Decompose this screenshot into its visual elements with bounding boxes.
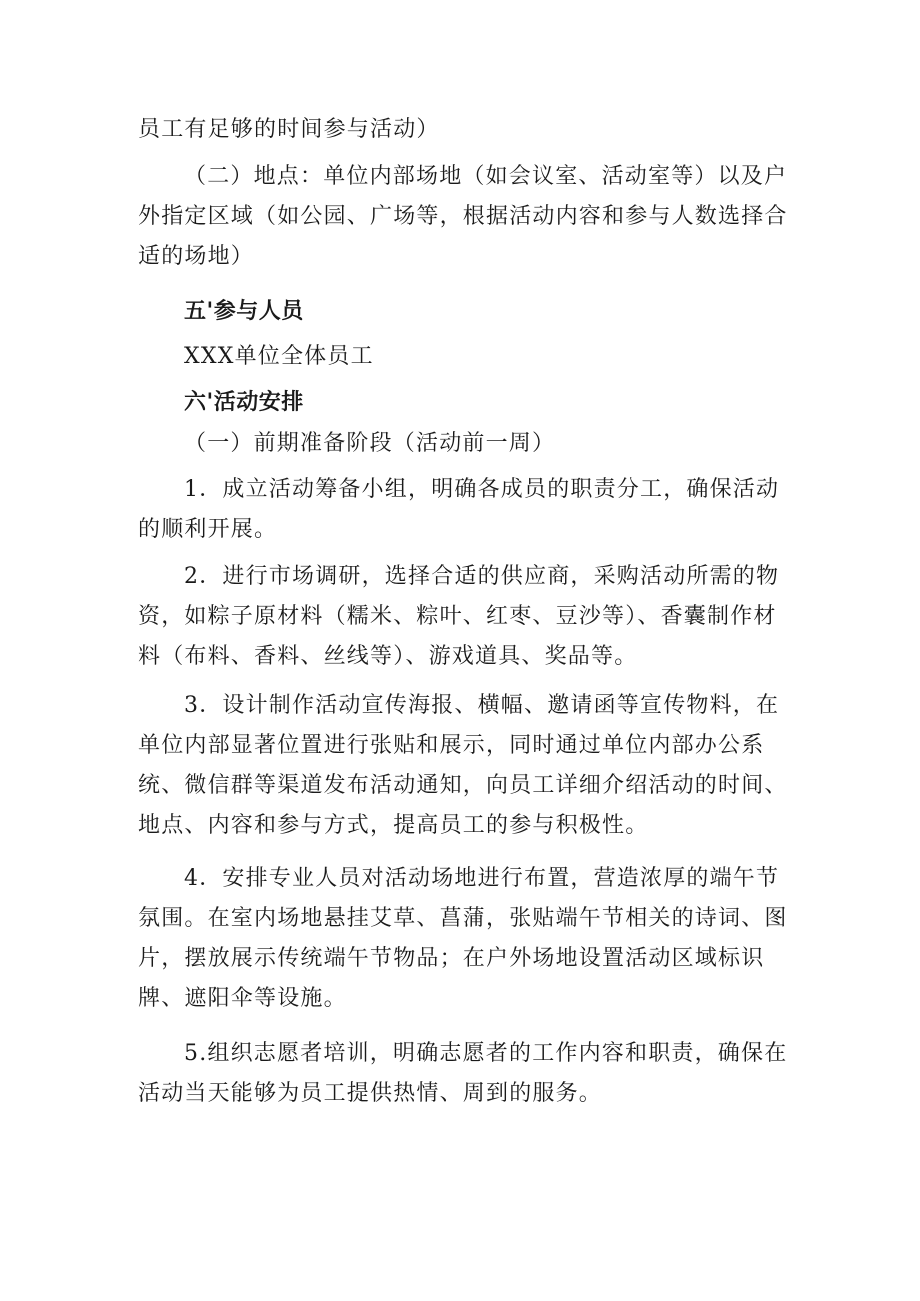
list-item-5: 5.组织志愿者培训，明确志愿者的工作内容和职责，确保在活动当天能够为员工提供热情、周到的服务。 <box>138 1041 788 1106</box>
paragraph-participants: XXX单位全体员工 <box>184 344 374 369</box>
list-item-4: 4．安排专业人员对活动场地进行布置，营造浓厚的端午节氛围。在室内场地悬挂艾草、菖蒲，张贴端午节相关的诗词、图片，摆放展示传统端午节物品；在户外场地设置活动区域标识牌、遮阳伞等设施。 <box>138 866 788 1011</box>
list-item-1: 1．成立活动筹备小组，明确各成员的职责分工，确保活动的顺利开展。 <box>138 477 780 542</box>
list-item-2: 2．进行市场调研，选择合适的供应商，采购活动所需的物资，如粽子原材料（糯米、粽叶、红枣、豆沙等）、香囊制作材料（布料、香料、丝线等）、游戏道具、奖品等。 <box>138 564 780 669</box>
section-heading-schedule: 六'活动安排 <box>184 390 304 415</box>
subheading-preparation: （一）前期准备阶段（活动前一周） <box>184 431 556 456</box>
paragraph-time-continued: 员工有足够的时间参与活动） <box>138 117 440 142</box>
list-item-3: 3．设计制作活动宣传海报、横幅、邀请函等宣传物料，在单位内部显著位置进行张贴和展示，同时通过单位内部办公系统、微信群等渠道发布活动通知，向员工详细介绍活动的时间、地点、内容和参与方式，提高员工的参与积极性。 <box>138 693 788 838</box>
paragraph-location: （二）地点：单位内部场地（如会议室、活动室等）以及户外指定区域（如公园、广场等，根据活动内容和参与人数选择合适的场地） <box>138 164 788 269</box>
section-heading-participants: 五'参与人员 <box>184 299 304 324</box>
